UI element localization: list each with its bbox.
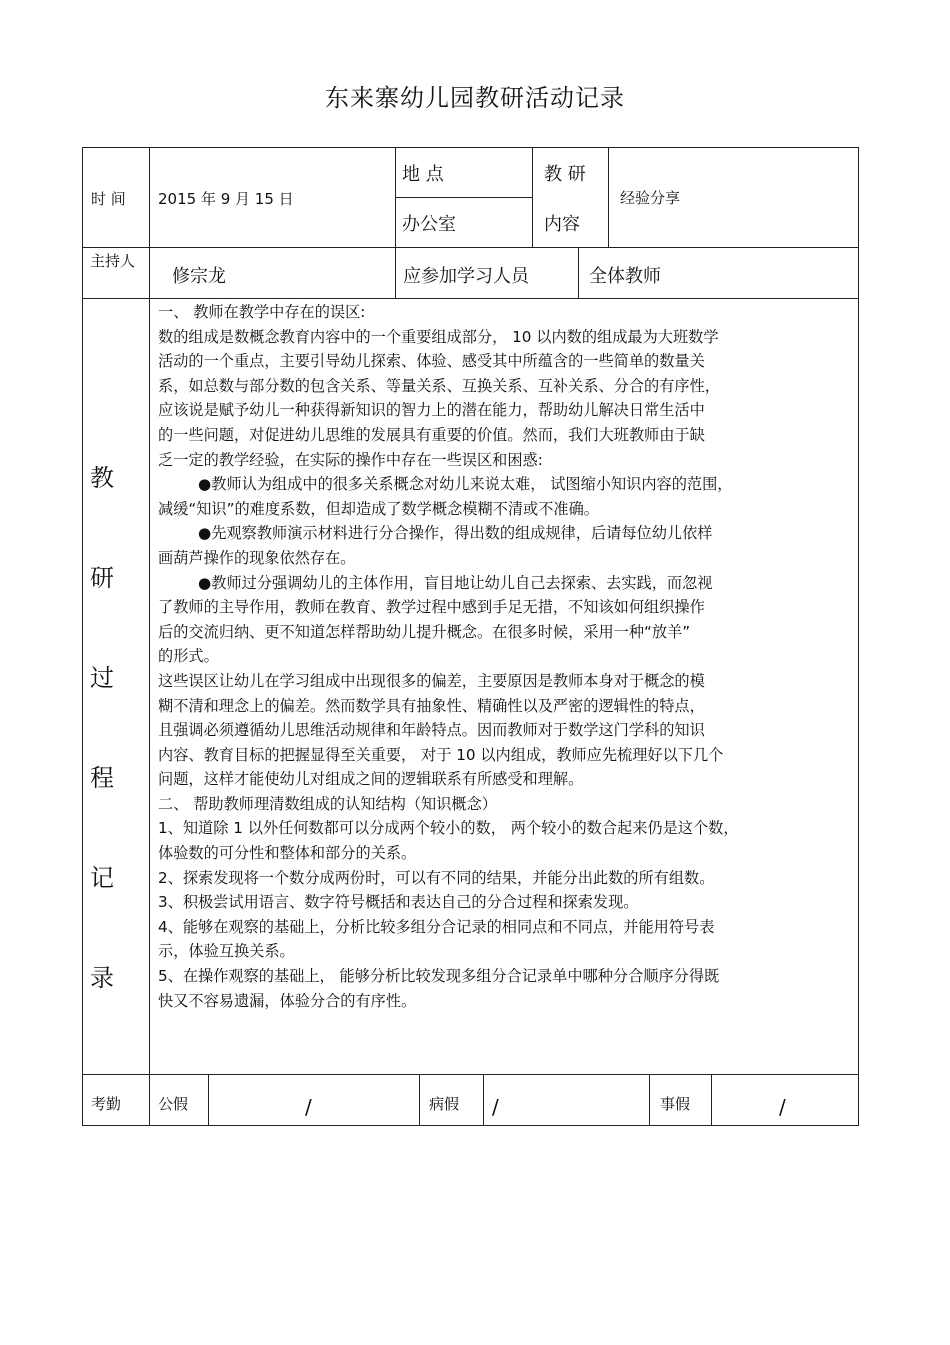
bullet-item: ●先观察教师演示材料进行分合操作，得出数的组成规律，后请每位幼儿依样 — [198, 524, 713, 543]
topic-label-line2: 内容 — [544, 214, 580, 235]
sick-leave-label: 病假 — [429, 1095, 460, 1113]
text-line: 活动的一个重点，主要引导幼儿探索、体验、感受其中所蕴含的一些简单的数量关 — [158, 352, 705, 371]
bullet-item: ●教师认为组成中的很多关系概念对幼儿来说太难， 试图缩小知识内容的范围， — [198, 475, 733, 494]
list-item: 2、探索发现将一个数分成两份时，可以有不同的结果，并能分出此数的所有组数。 — [158, 868, 715, 887]
label-column-divider — [149, 147, 150, 1126]
process-label-char-1: 教 — [90, 464, 114, 492]
table-border-top — [82, 147, 859, 148]
location-divider — [395, 197, 532, 198]
attendance-divider-4 — [649, 1074, 650, 1126]
text-line: 糊不清和理念上的偏差。然而数学具有抽象性、精确性以及严密的逻辑性的特点， — [158, 696, 705, 715]
text-line: 数的组成是数概念教育内容中的一个重要组成部分， 10 以内数的组成最为大班数学 — [158, 327, 719, 346]
public-leave-value: / — [305, 1095, 312, 1119]
row-divider-2 — [82, 298, 859, 299]
process-label-char-2: 研 — [90, 564, 114, 592]
topic-label-line1: 教 研 — [544, 164, 586, 185]
host-value: 修宗龙 — [172, 266, 226, 287]
list-item: 1、知道除 1 以外任何数都可以分成两个较小的数， 两个较小的数合起来仍是这个数， — [158, 819, 739, 838]
bullet-item: ●教师过分强调幼儿的主体作用，盲目地让幼儿自己去探索、去实践，而忽视 — [198, 573, 713, 592]
topic-value: 经验分享 — [620, 189, 681, 207]
row-divider-3 — [82, 1074, 859, 1075]
attendance-label: 考勤 — [91, 1095, 122, 1113]
list-item: 5、在操作观察的基础上， 能够分析比较发现多组分合记录单中哪种分合顺序分得既 — [158, 967, 720, 986]
table-border-bottom — [82, 1125, 859, 1126]
attendees-divider — [578, 247, 579, 299]
location-label: 地 点 — [402, 164, 444, 185]
location-value: 办公室 — [402, 214, 456, 235]
date-divider — [395, 147, 396, 299]
public-leave-label: 公假 — [158, 1095, 189, 1113]
sick-leave-value: / — [492, 1095, 499, 1119]
attendance-divider-1 — [208, 1074, 209, 1126]
attendees-value: 全体教师 — [589, 266, 661, 287]
list-item: 4、能够在观察的基础上，分析比较多组分合记录的相同点和不同点，并能用符号表 — [158, 917, 715, 936]
process-label-char-6: 录 — [90, 964, 114, 992]
text-line: 示，体验互换关系。 — [158, 942, 295, 961]
text-line: 一、 教师在教学中存在的误区: — [158, 303, 366, 321]
date-value: 2015 年 9 月 15 日 — [158, 190, 294, 208]
process-record-text — [158, 300, 848, 1013]
topic-label-divider — [608, 147, 609, 248]
page-title: 东来寨幼儿园教研活动记录 — [325, 84, 625, 112]
row-divider-1 — [82, 247, 859, 248]
text-line: 问题，这样才能使幼儿对组成之间的逻辑联系有所感受和理解。 — [158, 770, 584, 789]
process-label-char-4: 程 — [90, 764, 114, 792]
text-line: 画葫芦操作的现象依然存在。 — [158, 548, 356, 567]
text-line: 应该说是赋予幼儿一种获得新知识的智力上的潜在能力，帮助幼儿解决日常生活中 — [158, 401, 705, 420]
text-line: 后的交流归纳、更不知道怎样帮助幼儿提升概念。在很多时候，采用一种“放羊” — [158, 622, 691, 641]
text-line: 的一些问题，对促进幼儿思维的发展具有重要的价值。然而，我们大班教师由于缺 — [158, 425, 705, 444]
text-line: 乏一定的教学经验，在实际的操作中存在一些误区和困惑: — [158, 450, 543, 469]
text-line: 了教师的主导作用，教师在教育、教学过程中感到手足无措，不知该如何组织操作 — [158, 598, 705, 617]
text-line: 减缓“知识”的难度系数，但却造成了数学概念模糊不清或不准确。 — [158, 499, 599, 518]
personal-leave-label: 事假 — [660, 1095, 691, 1113]
attendance-divider-2 — [419, 1074, 420, 1126]
location-topic-divider — [532, 147, 533, 248]
text-line: 体验数的可分性和整体和部分的关系。 — [158, 844, 417, 863]
attendance-divider-3 — [483, 1074, 484, 1126]
text-line: 快又不容易遗漏，体验分合的有序性。 — [158, 991, 417, 1010]
attendance-divider-5 — [711, 1074, 712, 1126]
text-line: 且强调必须遵循幼儿思维活动规律和年龄特点。因而教师对于数学这门学科的知识 — [158, 721, 705, 740]
process-label-char-5: 记 — [90, 864, 114, 892]
host-label: 主持人 — [90, 252, 136, 270]
section-heading: 二、 帮助教师理清数组成的认知结构（知识概念） — [158, 794, 497, 813]
text-line: 内容、教育目标的把握显得至关重要， 对于 10 以内组成，教师应先梳理好以下几个 — [158, 745, 724, 764]
text-line: 系，如总数与部分数的包含关系、等量关系、互换关系、互补关系、分合的有序性， — [158, 376, 720, 395]
time-label: 时 间 — [91, 190, 126, 208]
personal-leave-value: / — [779, 1095, 786, 1119]
table-border-right — [858, 147, 859, 1126]
list-item: 3、积极尝试用语言、数字符号概括和表达自己的分合过程和探索发现。 — [158, 893, 639, 912]
attendees-label: 应参加学习人员 — [403, 266, 529, 287]
text-line: 这些误区让幼儿在学习组成中出现很多的偏差，主要原因是教师本身对于概念的模 — [158, 671, 705, 690]
process-label-char-3: 过 — [90, 664, 114, 692]
text-line: 的形式。 — [158, 647, 219, 666]
table-border-left — [82, 147, 83, 1126]
